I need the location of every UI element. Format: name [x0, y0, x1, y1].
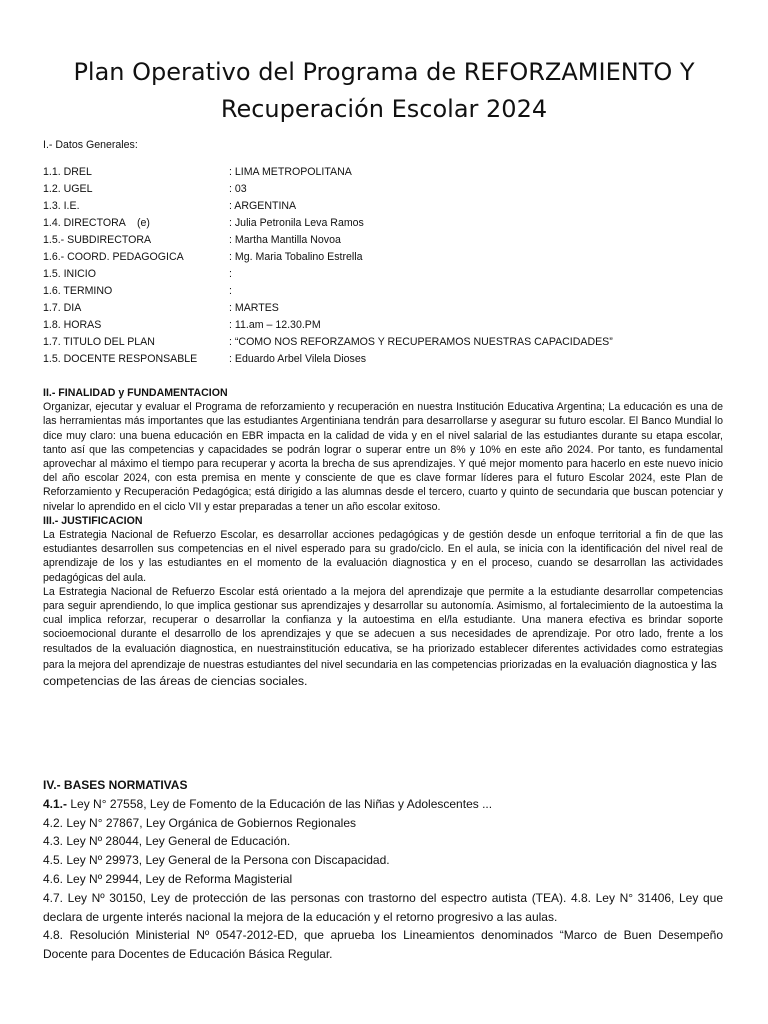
justificacion-paragraph-1: La Estrategia Nacional de Refuerzo Escolar, es desarrollar acciones pedagógicas y de gestión desde un enfoque territorial a fin de que las estudiantes desarrollen sus competencias en el nivel esperado para su grado/ciclo. En el aula, se inicia con la identificación del nivel real de aprendizaje de los y las estudiantes en el momento de la evaluación diagnostica y en el proceso, cuando se desarrollan las actividades pedagógicas del aula.	[43, 529, 723, 584]
general-row	[43, 351, 743, 368]
bases-item: 4.6. Ley Nº 29944, Ley de Reforma Magisterial	[43, 871, 293, 886]
general-key: 1.1. DREL	[43, 166, 92, 178]
general-key: 1.2. UGEL	[43, 183, 93, 195]
general-key: 1.6. TERMINO	[43, 285, 113, 297]
general-value: : ARGENTINA	[229, 200, 297, 212]
general-value: :	[229, 285, 232, 297]
general-value: : 11.am – 12.30.PM	[229, 319, 321, 331]
general-key: 1.7. TITULO DEL PLAN	[43, 336, 155, 348]
general-key: 1.3. I.E.	[43, 200, 80, 212]
justificacion-paragraph-2-text: La Estrategia Nacional de Refuerzo Escolar está orientado a la mejora del aprendizaje que permite a la estudiante desarrollar competencias para seguir aprendiendo, lo que implica gestionar sus aprendizajes y desarrollar su autonomía. Asimismo, al fortalecimiento de la autoestima la cual implica reforzar, recuperar o desarrollar la confianza y la autoestima en el/la estudiante. Una manera efectiva es brindar soporte socioemocional durante el desarrollo de los aprendizajes y que se adecuen a sus necesidades de aprendizaje. Por otro lado, frente a los resultados de la evaluación diagnostica, en nuestrainstitución educativa, se ha priorizado establecer diferentes actividades como estrategias para la mejora del aprendizaje de nuestras estudiantes del nivel secundaria en las competencias priorizadas en la evaluación diagnostica	[43, 585, 723, 671]
justificacion-heading: III.- JUSTIFICACION	[43, 514, 143, 527]
general-row	[43, 198, 743, 215]
bases-item: 4.2. Ley N° 27867, Ley Orgánica de Gobiernos Regionales	[43, 815, 356, 830]
general-value: : 03	[229, 183, 247, 195]
general-value: : “COMO NOS REFORZAMOS Y RECUPERAMOS NUESTRAS CAPACIDADES”	[229, 336, 613, 348]
bases-item: 4.3. Ley Nº 28044, Ley General de Educación.	[43, 834, 291, 849]
finalidad-section	[43, 386, 723, 690]
general-row	[43, 164, 743, 181]
general-value: : Julia Petronila Leva Ramos	[229, 217, 364, 229]
finalidad-text: Organizar, ejecutar y evaluar el Programa de reforzamiento y recuperación en nuestra Institución Educativa Argentina; La educación es una de las herramientas más importantes que las estudiantes Argentiniana tendrán para desarrollarse y asegurar su futuro escolar. El Banco Mundial lo dice muy claro: una buena educación en EBR impacta en la calidad de vida y en el nivel salarial de las estudiantes durante su etapa escolar, tanto así que las competencias y capacidades se podrán lograr o superar entre un 8% y 10% en este año 2024. Por tanto, es fundamental aprovechar al máximo el tiempo para recuperar y acorta la brecha de sus aprendizajes. Y qué mejor momento para hacerlo en este nuevo inicio del año escolar 2024, con esta premisa en mente y consciente de que es clave formar líderes para el futuro Escolar 2024, este Plan de Reforzamiento y Recuperación Pedagógica; está dirigido a las alumnas desde el tercero, cuarto y quinto de secundaria que buscan potenciar y nivelar lo aprendido en el ciclo VII y estar preparadas a tener un año escolar exitoso.	[43, 401, 723, 513]
general-row	[43, 181, 743, 198]
general-value: : LIMA METROPOLITANA	[229, 166, 352, 178]
general-key: 1.6.- COORD. PEDAGOGICA	[43, 251, 184, 263]
bases-section	[43, 776, 723, 964]
justificacion-paragraph-2-end: competencias de las áreas de ciencias sociales.	[43, 673, 308, 688]
general-data-list	[43, 164, 743, 368]
general-key: 1.5. DOCENTE RESPONSABLE	[43, 353, 198, 365]
general-row	[43, 317, 743, 334]
general-value: : Mg. Maria Tobalino Estrella	[229, 251, 363, 263]
title-line-1: Plan Operativo del Programa de REFORZAMIENTO Y	[73, 58, 695, 86]
general-value: : MARTES	[229, 302, 279, 314]
general-row	[43, 232, 743, 249]
general-value: : Martha Mantilla Novoa	[229, 234, 341, 246]
bases-item-lead: 4.1.-	[43, 796, 68, 811]
general-row	[43, 215, 743, 232]
general-row	[43, 266, 743, 283]
justificacion-paragraph-2-tail: y las	[687, 656, 717, 671]
bases-item: 4.8. Resolución Ministerial Nº 0547-2012-ED, que aprueba los Lineamientos denominados “Marco de Buen Desempeño Docente para Docentes de Educación Básica Regular.	[43, 928, 723, 962]
title-line-2: Recuperación Escolar 2024	[220, 95, 548, 123]
bases-item	[43, 795, 723, 814]
general-data-heading: I.- Datos Generales:	[43, 139, 138, 151]
general-key: 1.5. INICIO	[43, 268, 96, 280]
general-key: 1.8. HORAS	[43, 319, 102, 331]
general-row	[43, 283, 743, 300]
general-row	[43, 334, 743, 351]
general-value: : Eduardo Arbel Vilela Dioses	[229, 353, 367, 365]
bases-item: 4.7. Ley Nº 30150, Ley de protección de las personas con trastorno del espectro autista (TEA). 4.8. Ley N° 31406, Ley que declara de urgente interés nacional la mejora de la educación y el retorno progresivo a las aulas.	[43, 890, 723, 924]
general-key: 1.5.- SUBDIRECTORA	[43, 234, 152, 246]
general-key: 1.7. DIA	[43, 302, 82, 314]
general-row	[43, 249, 743, 266]
general-value: :	[229, 268, 232, 280]
finalidad-heading: II.- FINALIDAD y FUNDAMENTACION	[43, 387, 228, 399]
general-row	[43, 300, 743, 317]
bases-item: 4.5. Ley Nº 29973, Ley General de la Persona con Discapacidad.	[43, 853, 390, 868]
bases-item-text: Ley N° 27558, Ley de Fomento de la Educación de las Niñas y Adolescentes ...	[67, 796, 493, 811]
general-key: 1.4. DIRECTORA (e)	[43, 217, 150, 229]
justificacion-paragraph-2	[43, 585, 723, 673]
bases-heading: IV.- BASES NORMATIVAS	[43, 778, 188, 792]
document-title	[30, 54, 738, 128]
